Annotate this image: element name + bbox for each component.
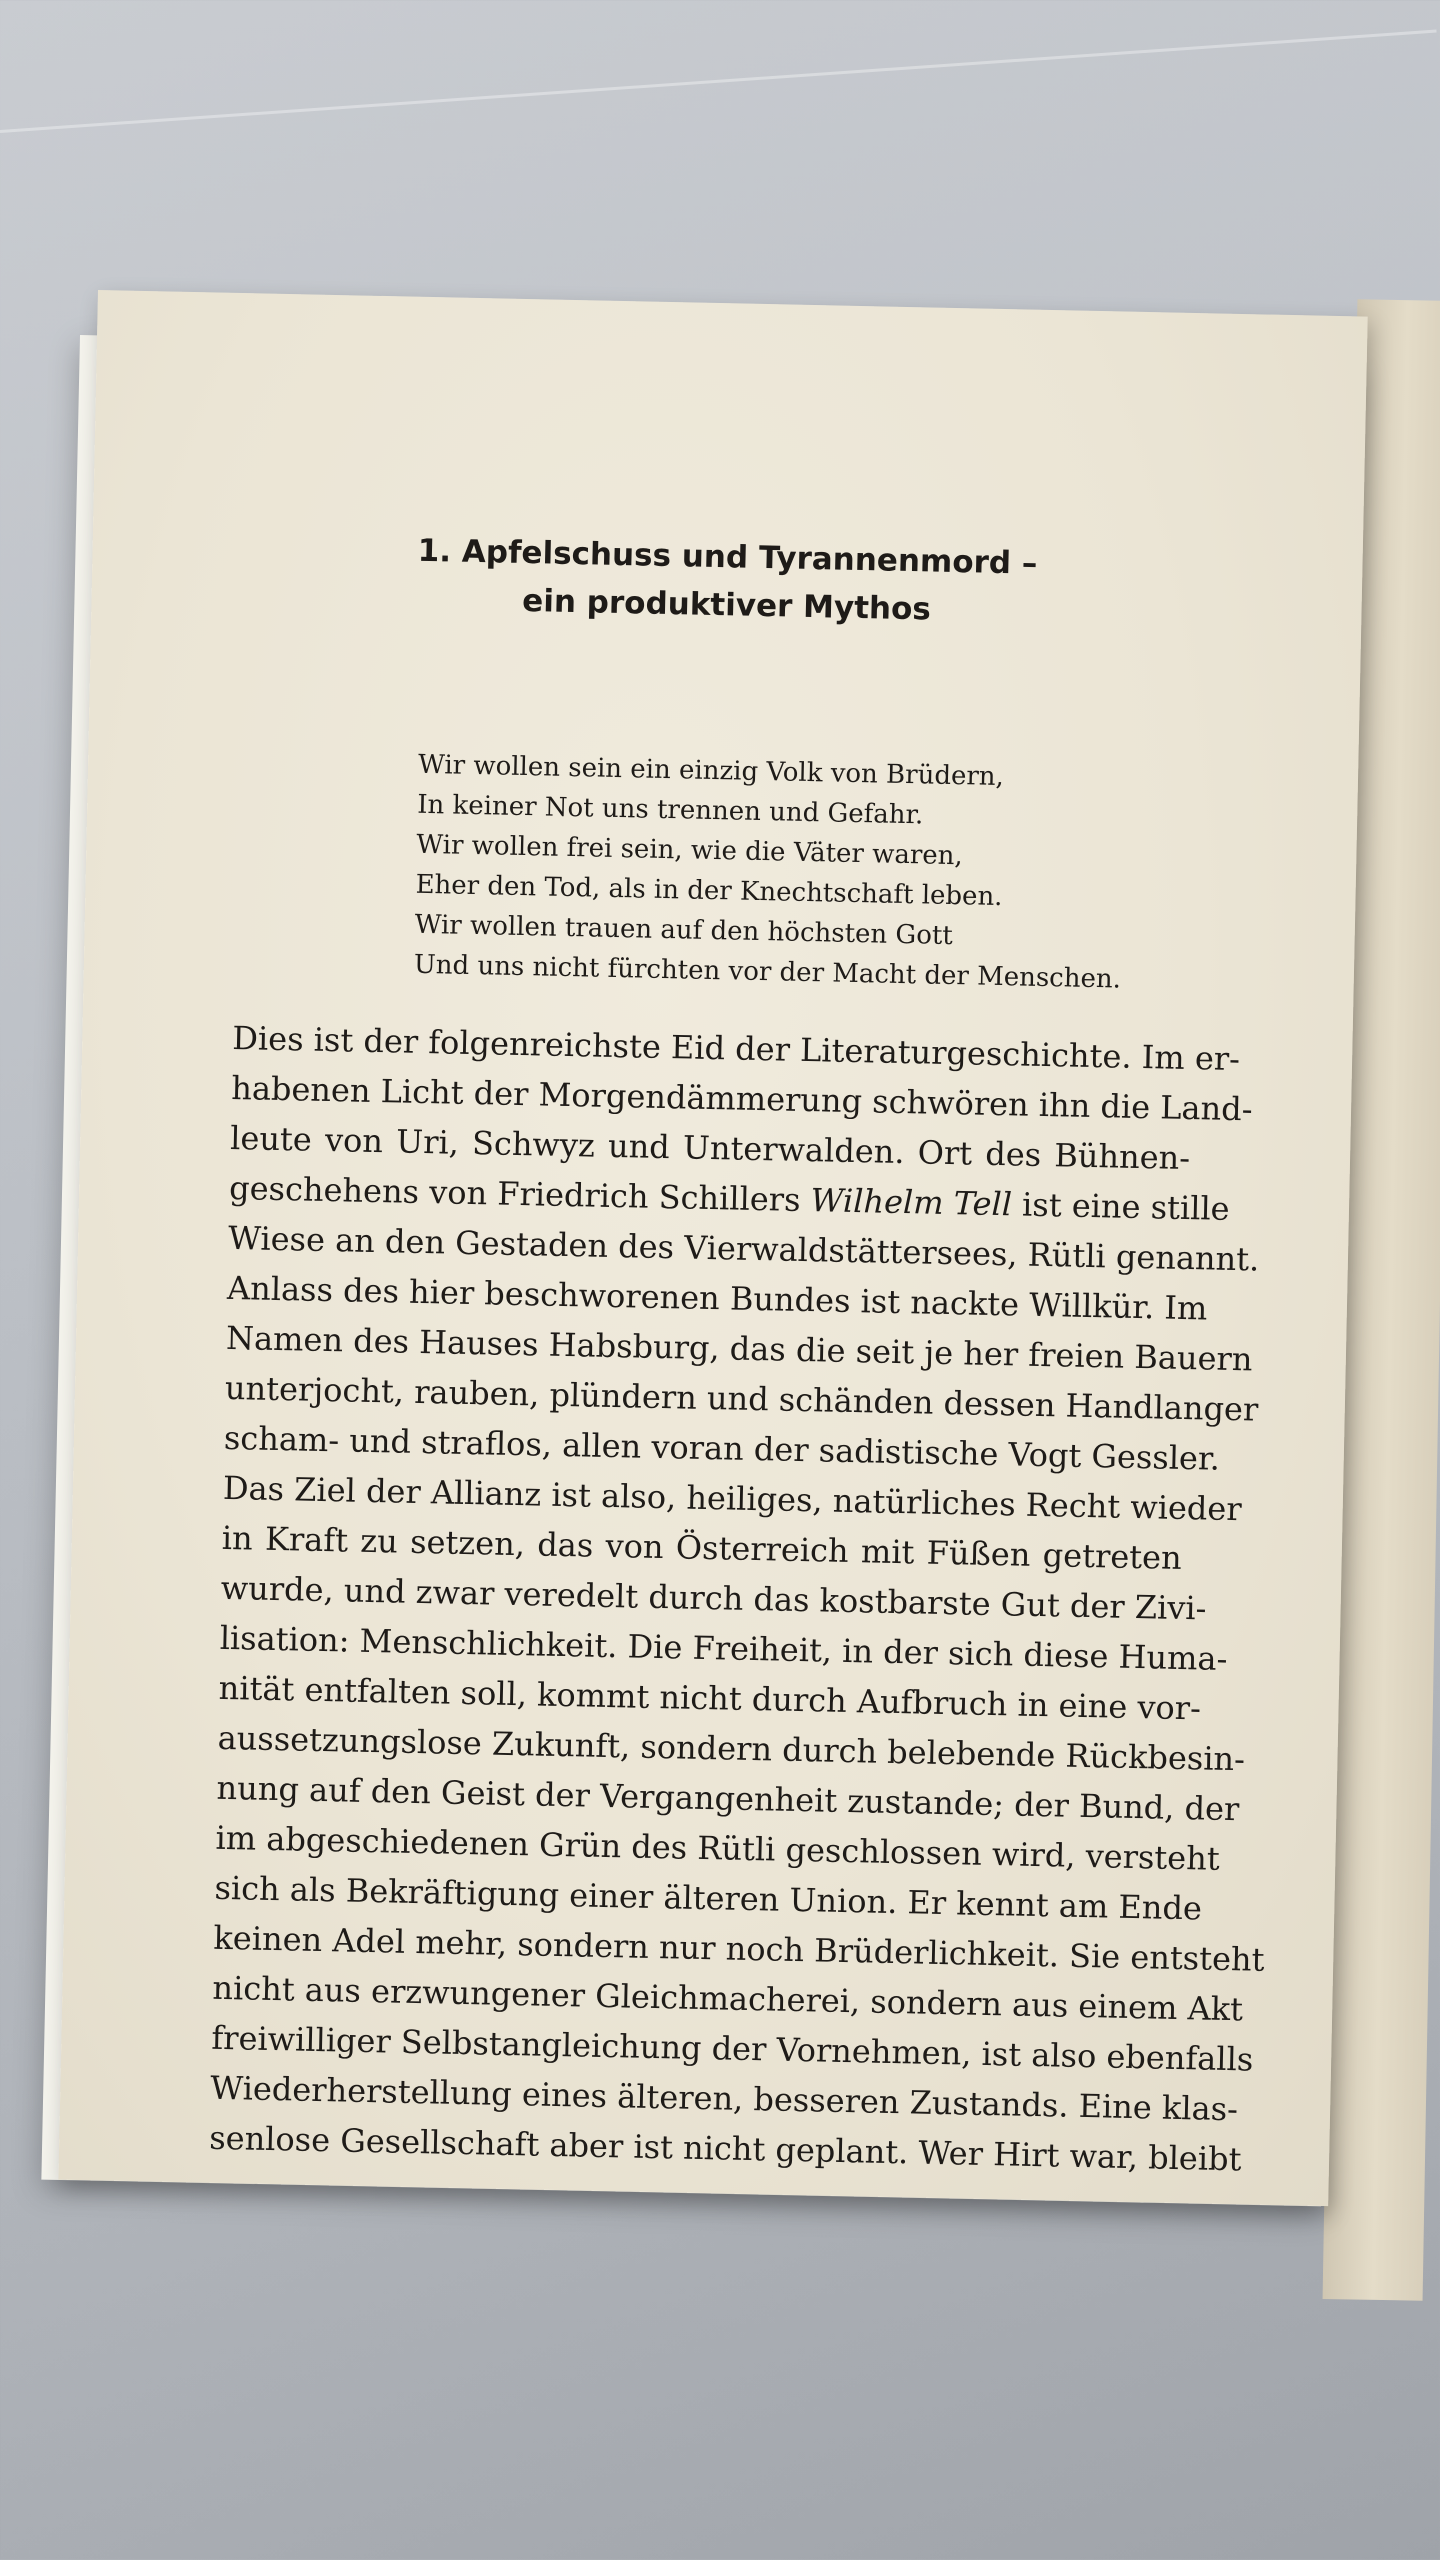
body-text-segment: geschehens von Friedrich Schillers [228,1168,812,1220]
body-line: lisation: Menschlichkeit. Die Freiheit, in der sich diese Huma- [219,1618,1228,1678]
poem-line: Eher den Tod, als in der Knechtschaft leben. [415,869,1003,913]
poem-line: Und uns nicht fürchten vor der Macht der Menschen. [413,949,1122,995]
poem-line: In keiner Not uns trennen und Gefahr. [416,789,924,831]
body-line: im abgeschiedenen Grün des Rütli geschlossen wird, versteht [215,1818,1221,1878]
table-surface-crease [0,30,1437,133]
poem-line: Wir wollen frei sein, wie die Väter waren, [416,829,964,872]
body-line: habenen Licht der Morgendämmerung schwören ihn die Land- [230,1068,1253,1129]
poem-line: Wir wollen sein ein einzig Volk von Brüdern, [417,749,1005,793]
body-line: nität entfalten soll, kommt nicht durch Aufbruch in eine vor- [218,1668,1202,1728]
book-page [58,290,1367,2206]
body-line: unterjocht, rauben, plündern und schänden dessen Handlanger [224,1368,1259,1429]
chapter-title-line: ein produktiver Mythos [521,582,932,628]
body-line: Das Ziel der Allianz ist also, heiliges, natürliches Recht wieder [222,1468,1243,1529]
body-line: scham- und straflos, allen voran der sadistische Vogt Gessler. [223,1418,1221,1478]
body-line: Namen des Hauses Habsburg, das die seit je her freien Bauern [225,1318,1253,1379]
work-title: Wilhelm Tell [810,1181,1013,1224]
body-line: wurde, und zwar veredelt durch das kostbarste Gut der Zivi- [220,1568,1207,1628]
body-line: Wiederherstellung eines älteren, besseren Zustands. Eine klas- [209,2068,1239,2129]
poem-line: Wir wollen trauen auf den höchsten Gott [414,909,954,952]
body-line: senlose Gesellschaft aber ist nicht geplant. Wer Hirt war, bleibt [208,2118,1242,2179]
body-line: keinen Adel mehr, sondern nur noch Brüderlichkeit. Sie entsteht [213,1918,1265,1979]
chapter-title [91,520,1363,643]
body-paragraph [208,1013,1265,2183]
body-line: leute von Uri, Schwyz und Unterwalden. Ort des Bühnen- [229,1118,1191,1178]
body-line: Anlass des hier beschworenen Bundes ist nackte Willkür. Im [226,1268,1208,1328]
body-line: nicht aus erzwungener Gleichmacherei, sondern aus einem Akt [212,1968,1244,2029]
body-line: Dies ist der folgenreichste Eid der Literaturgeschichte. Im er- [231,1018,1241,1079]
body-text-segment: ist eine stille [1011,1185,1230,1228]
body-line: sich als Bekräftigung einer älteren Union. Er kennt am Ende [214,1868,1203,1928]
body-line: in Kraft zu setzen, das von Österreich mit Füßen getreten [221,1518,1183,1577]
body-line: freiwilliger Selbstangleichung der Vornehmen, ist also ebenfalls [211,2018,1254,2079]
chapter-title-line: 1. Apfelschuss und Tyrannenmord – [417,532,1038,582]
body-line: aussetzungslose Zukunft, sondern durch belebende Rückbesin- [217,1718,1246,1779]
body-line: nung auf den Geist der Vergangenheit zustande; der Bund, der [216,1768,1240,1829]
epigraph-poem [414,745,1179,1001]
body-line: Wiese an den Gestaden des Vierwaldstättersees, Rütli genannt. [227,1218,1260,1279]
